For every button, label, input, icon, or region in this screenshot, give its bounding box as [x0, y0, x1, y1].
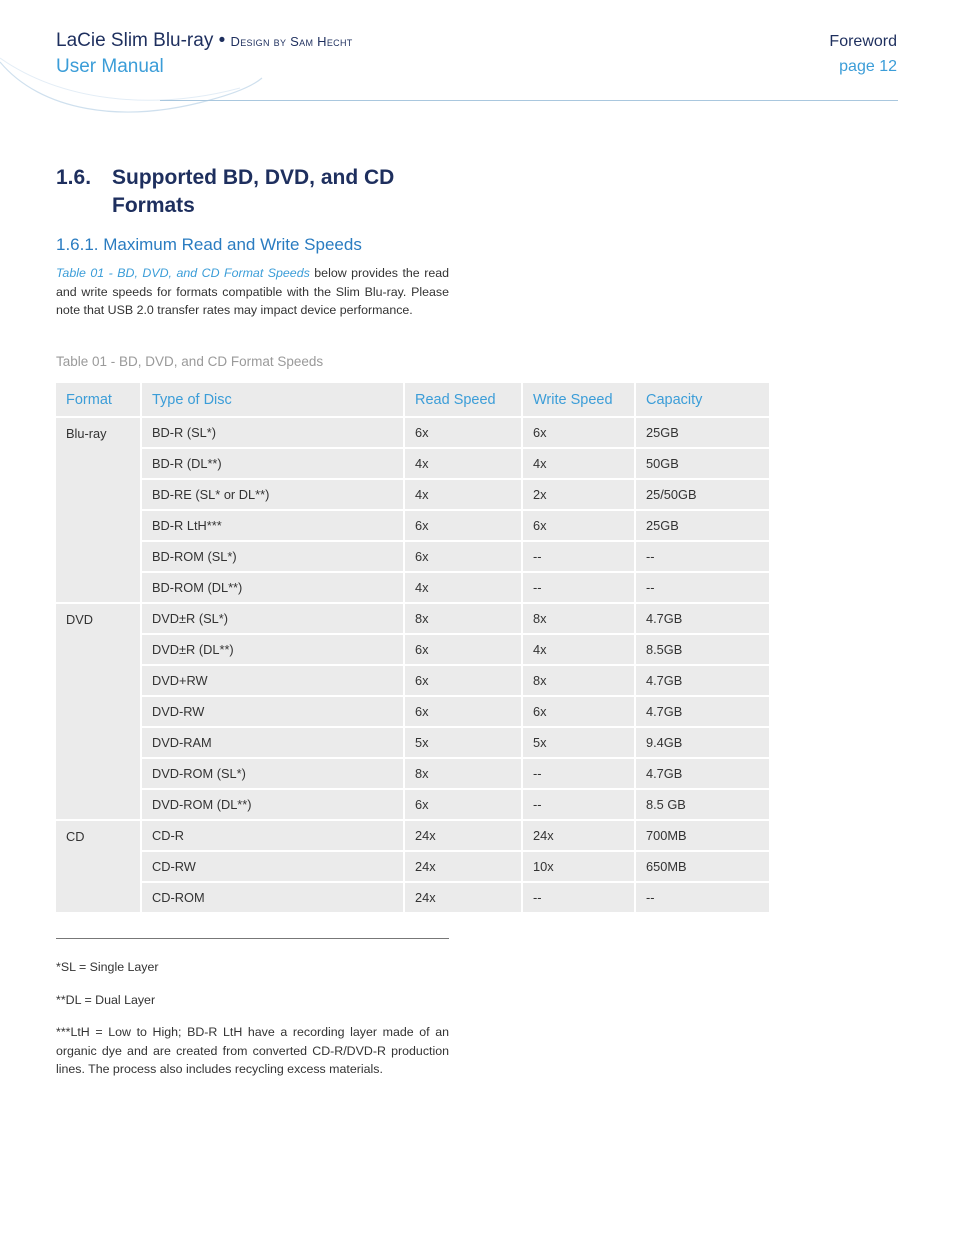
- read-speed-cell: 4x: [405, 449, 521, 478]
- header-type-of-disc: Type of Disc: [142, 383, 403, 416]
- table-row: [56, 666, 769, 695]
- header-read-speed: Read Speed: [405, 383, 521, 416]
- header-format: Format: [56, 383, 140, 416]
- header-left: [56, 29, 353, 80]
- write-speed-cell: 24x: [523, 821, 634, 850]
- capacity-cell: 8.5 GB: [636, 790, 769, 819]
- table-row: [56, 790, 769, 819]
- section-title-line2: Formats: [112, 194, 195, 217]
- write-speed-cell: 2x: [523, 480, 634, 509]
- disc-type-cell: BD-R LtH***: [142, 511, 403, 540]
- read-speed-cell: 4x: [405, 480, 521, 509]
- table-row: [56, 852, 769, 881]
- table-row: [56, 635, 769, 664]
- read-speed-cell: 8x: [405, 604, 521, 633]
- write-speed-cell: --: [523, 883, 634, 912]
- table-row: [56, 542, 769, 571]
- read-speed-cell: 24x: [405, 852, 521, 881]
- disc-type-cell: BD-R (SL*): [142, 418, 403, 447]
- section-number: 1.6.: [56, 166, 92, 189]
- table-row: [56, 728, 769, 757]
- write-speed-cell: 8x: [523, 604, 634, 633]
- capacity-cell: 25GB: [636, 418, 769, 447]
- disc-type-cell: CD-R: [142, 821, 403, 850]
- capacity-cell: --: [636, 542, 769, 571]
- disc-type-cell: BD-ROM (DL**): [142, 573, 403, 602]
- table-caption: Table 01 - BD, DVD, and CD Format Speeds: [56, 354, 324, 369]
- disc-type-cell: BD-ROM (SL*): [142, 542, 403, 571]
- read-speed-cell: 6x: [405, 697, 521, 726]
- table-reference-link[interactable]: Table 01 - BD, DVD, and CD Format Speeds: [56, 266, 310, 280]
- write-speed-cell: 8x: [523, 666, 634, 695]
- disc-type-cell: DVD±R (SL*): [142, 604, 403, 633]
- capacity-cell: 50GB: [636, 449, 769, 478]
- page-number: page 12: [839, 58, 897, 75]
- design-credit: Design by Sam Hecht: [230, 34, 353, 49]
- table-row: [56, 449, 769, 478]
- write-speed-cell: 10x: [523, 852, 634, 881]
- disc-type-cell: DVD-RW: [142, 697, 403, 726]
- footnote-dual-layer: **DL = Dual Layer: [56, 993, 156, 1007]
- write-speed-cell: 4x: [523, 635, 634, 664]
- capacity-cell: 8.5GB: [636, 635, 769, 664]
- footnote-single-layer: *SL = Single Layer: [56, 960, 159, 974]
- write-speed-cell: 6x: [523, 418, 634, 447]
- write-speed-cell: 6x: [523, 511, 634, 540]
- manual-title: User Manual: [56, 56, 164, 77]
- write-speed-cell: 6x: [523, 697, 634, 726]
- table-row: [56, 759, 769, 788]
- capacity-cell: 4.7GB: [636, 697, 769, 726]
- capacity-cell: 4.7GB: [636, 666, 769, 695]
- read-speed-cell: 6x: [405, 666, 521, 695]
- table-row: [56, 697, 769, 726]
- read-speed-cell: 6x: [405, 635, 521, 664]
- write-speed-cell: --: [523, 542, 634, 571]
- capacity-cell: 700MB: [636, 821, 769, 850]
- capacity-cell: --: [636, 883, 769, 912]
- disc-type-cell: DVD+RW: [142, 666, 403, 695]
- capacity-cell: 4.7GB: [636, 604, 769, 633]
- intro-text: below provides the read and write speeds for formats compatible with the Slim Blu-ray. Please note that USB 2.0 transfer rates may impact device performance.: [56, 266, 449, 317]
- read-speed-cell: 24x: [405, 821, 521, 850]
- read-speed-cell: 24x: [405, 883, 521, 912]
- format-speeds-table: [54, 381, 771, 914]
- disc-type-cell: CD-ROM: [142, 883, 403, 912]
- table-row: [56, 480, 769, 509]
- intro-paragraph: [56, 264, 449, 320]
- read-speed-cell: 6x: [405, 542, 521, 571]
- footnote-low-to-high: ***LtH = Low to High; BD-R LtH have a recording layer made of an organic dye and are created from converted CD-R/DVD-R production lines. The process also includes recycling excess materials.: [56, 1025, 449, 1076]
- disc-type-cell: BD-R (DL**): [142, 449, 403, 478]
- table-row: [56, 418, 769, 447]
- format-cell: CD: [56, 821, 140, 912]
- table-row: [56, 604, 769, 633]
- table-row: [56, 511, 769, 540]
- footnote-divider: [56, 938, 449, 939]
- read-speed-cell: 6x: [405, 790, 521, 819]
- header-right: [829, 30, 897, 80]
- header-product-line: [56, 29, 353, 54]
- capacity-cell: 9.4GB: [636, 728, 769, 757]
- write-speed-cell: 4x: [523, 449, 634, 478]
- header-capacity: Capacity: [636, 383, 769, 416]
- capacity-cell: --: [636, 573, 769, 602]
- disc-type-cell: DVD±R (DL**): [142, 635, 403, 664]
- section-heading: [56, 164, 456, 220]
- read-speed-cell: 5x: [405, 728, 521, 757]
- read-speed-cell: 4x: [405, 573, 521, 602]
- section-name: Foreword: [829, 33, 897, 50]
- format-cell: DVD: [56, 604, 140, 819]
- disc-type-cell: DVD-RAM: [142, 728, 403, 757]
- read-speed-cell: 6x: [405, 511, 521, 540]
- table-row: [56, 573, 769, 602]
- subsection-heading: 1.6.1. Maximum Read and Write Speeds: [56, 235, 362, 254]
- table-row: [56, 821, 769, 850]
- section-title-line1: Supported BD, DVD, and CD: [112, 166, 395, 189]
- capacity-cell: 4.7GB: [636, 759, 769, 788]
- product-name: LaCie Slim Blu-ray: [56, 30, 214, 51]
- disc-type-cell: CD-RW: [142, 852, 403, 881]
- write-speed-cell: --: [523, 573, 634, 602]
- header-divider: [160, 100, 898, 101]
- header-write-speed: Write Speed: [523, 383, 634, 416]
- read-speed-cell: 6x: [405, 418, 521, 447]
- capacity-cell: 650MB: [636, 852, 769, 881]
- write-speed-cell: --: [523, 759, 634, 788]
- bullet: •: [218, 30, 226, 51]
- capacity-cell: 25/50GB: [636, 480, 769, 509]
- table-row: [56, 883, 769, 912]
- table-header-row: [56, 383, 769, 416]
- write-speed-cell: --: [523, 790, 634, 819]
- write-speed-cell: 5x: [523, 728, 634, 757]
- capacity-cell: 25GB: [636, 511, 769, 540]
- disc-type-cell: DVD-ROM (DL**): [142, 790, 403, 819]
- format-cell: Blu-ray: [56, 418, 140, 602]
- disc-type-cell: BD-RE (SL* or DL**): [142, 480, 403, 509]
- read-speed-cell: 8x: [405, 759, 521, 788]
- disc-type-cell: DVD-ROM (SL*): [142, 759, 403, 788]
